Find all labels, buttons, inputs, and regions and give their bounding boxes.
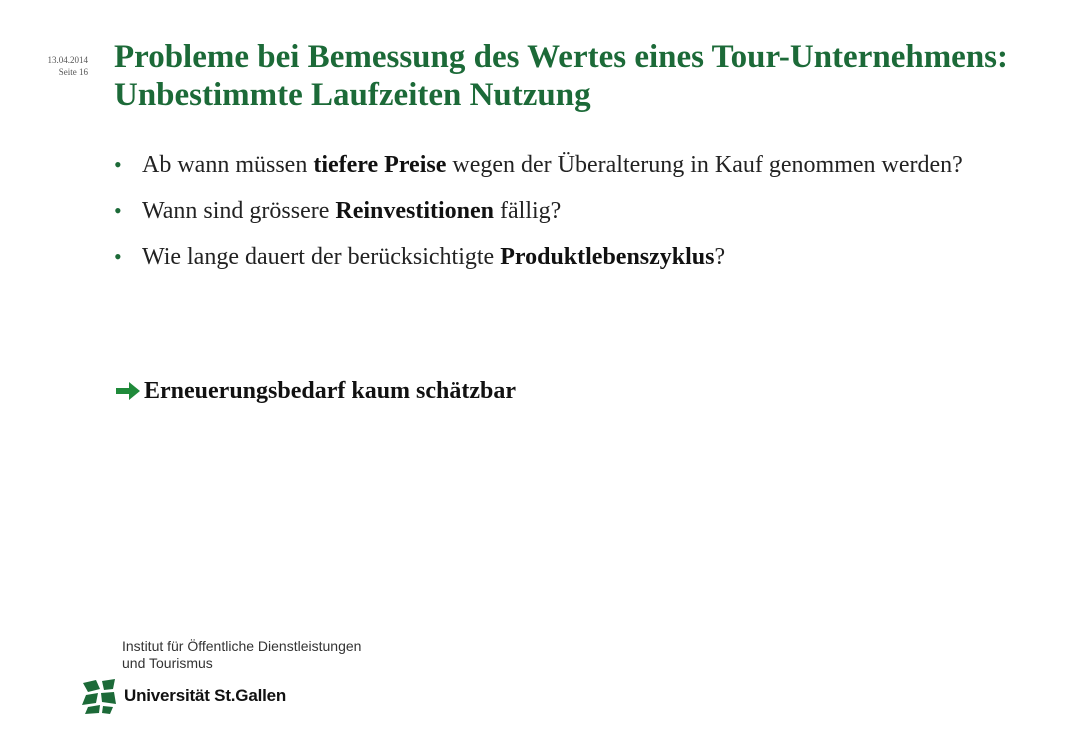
bullet-text-post: wegen der Überalterung in Kauf genommen werden? [446, 152, 963, 178]
institute-line-2: und Tourismus [122, 655, 213, 671]
bullet-icon: • [114, 198, 122, 223]
bullet-text-bold: Reinvestitionen [335, 198, 495, 224]
bullet-text-post: fällig? [494, 198, 562, 224]
slide-meta [20, 54, 88, 78]
bullet-text-bold: tiefere Preise [313, 152, 447, 178]
bullet-text-pre: Wann sind grössere [142, 198, 336, 224]
bullet-icon: • [114, 152, 122, 177]
slide-page-number: Seite 16 [58, 67, 88, 77]
bullet-text-pre: Wie lange dauert der berücksichtigte [142, 244, 501, 270]
university-logo [80, 676, 340, 716]
conclusion-text: Erneuerungsbedarf kaum schätzbar [144, 378, 517, 404]
conclusion [114, 376, 1014, 406]
university-logo-icon [80, 677, 118, 715]
university-name: Universität St.Gallen [124, 686, 287, 705]
right-arrow-icon [114, 380, 142, 402]
bullet-text-bold: Produktlebenszyklus [500, 244, 715, 270]
bullet-item [112, 196, 1012, 226]
bullet-list [112, 150, 1012, 288]
bullet-item [112, 242, 1012, 272]
slide-date: 13.04.2014 [47, 55, 88, 65]
bullet-icon: • [114, 244, 122, 269]
bullet-item [112, 150, 1012, 180]
bullet-text-post: ? [714, 244, 726, 270]
institute-line-1: Institut für Öffentliche Dienstleistungen [122, 638, 362, 654]
slide-title: Probleme bei Bemessung des Wertes eines Tour-Unternehmens: Unbestimmte Laufzeiten Nutzung [114, 39, 1009, 113]
institute-name [122, 638, 442, 672]
bullet-text-pre: Ab wann müssen [142, 152, 314, 178]
